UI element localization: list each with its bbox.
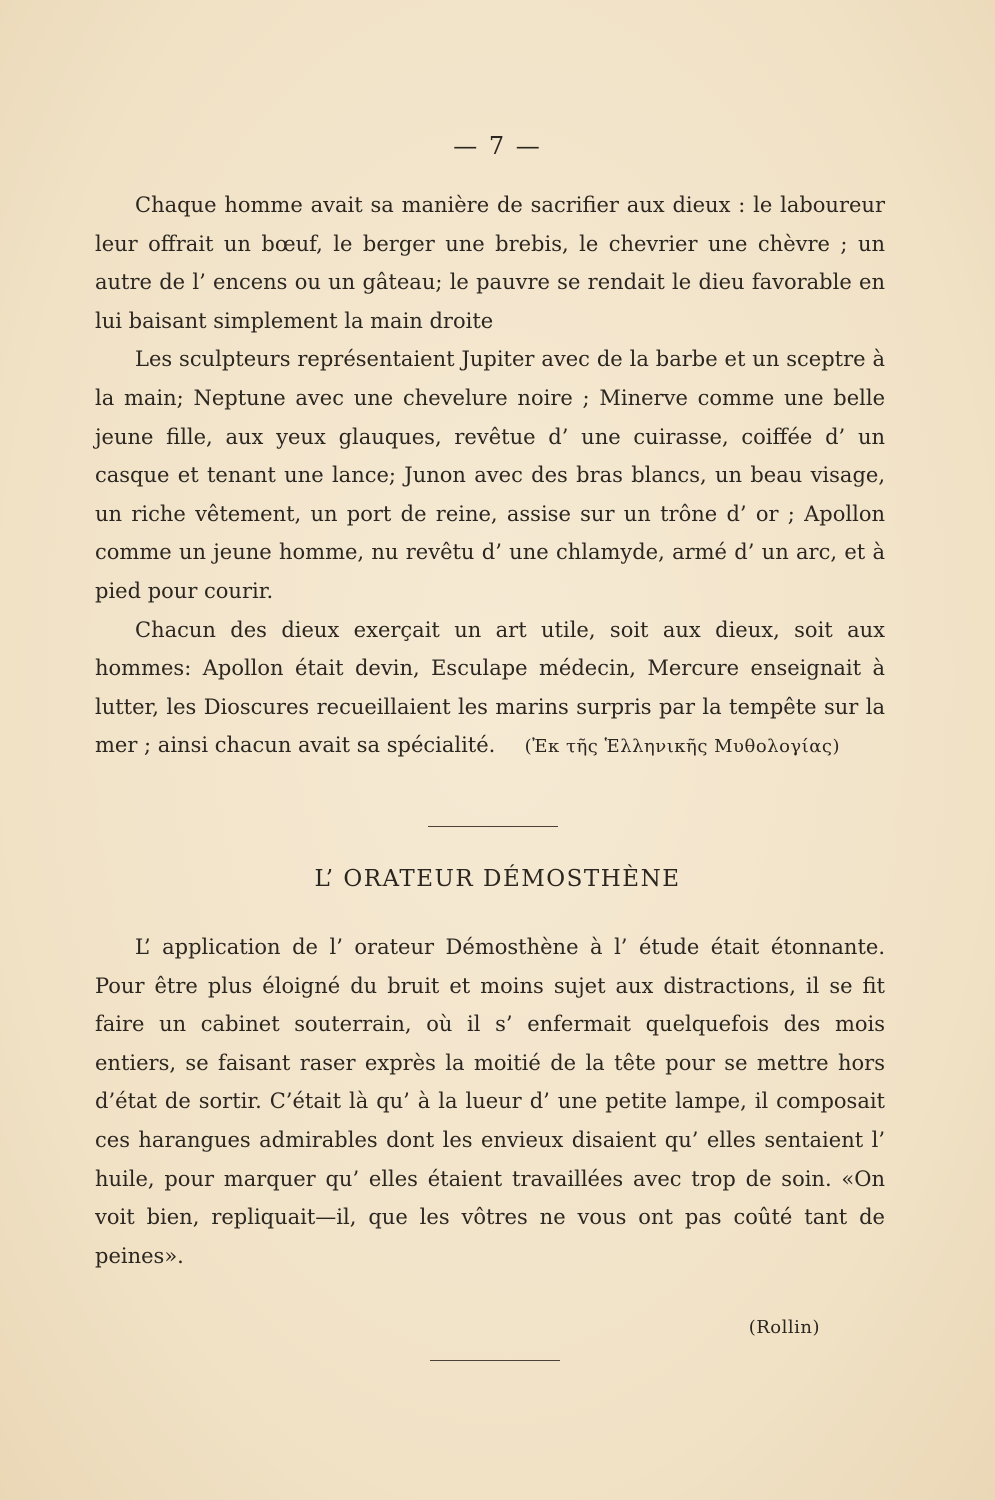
- paragraph-demosthenes: L’ application de l’ orateur Démosthène à l’ étude était étonnante. Pour être plus éloigné du bruit et moins sujet aux distractions, il se fit faire un cabinet souterrain, où il s’ enfermait quelquefois des mois entiers, se faisant raser exprès la moitié de la tête pour se mettre hors d’état de sortir. C’était là qu’ à la lueur d’ une petite lampe, il composait ces harangues admirables dont les envieux disaient qu’ elles sentaient l’ huile, pour marquer qu’ elles étaient travaillées avec trop de soin. «On voit bien, repliquait—il, que les vôtres ne vous ont pas coûté tant de peines».: [95, 935, 885, 1268]
- section-divider: [428, 826, 558, 827]
- page-number: — 7 —: [453, 132, 542, 160]
- paragraph-gods-arts: Chacun des dieux exerçait un art utile, soit aux dieux, soit aux hommes: Apollon était devin, Esculape médecin, Mercure enseignait à lutter, les Dioscures recueillaient les marins surpris par la tempête sur la mer ; ainsi chacun avait sa spécialité.: [95, 617, 885, 758]
- source-citation: (Ἐκ τῆς Ἑλληνικῆς Μυθολογίας): [524, 736, 840, 757]
- author-citation: (Rollin): [748, 1317, 820, 1338]
- mythology-text: [95, 186, 885, 765]
- demosthenes-text: [95, 928, 885, 1275]
- paragraph-sculptors: Les sculpteurs représentaient Jupiter avec de la barbe et un sceptre à la main; Neptune avec une chevelure noire ; Minerve comme une belle jeune fille, aux yeux glauques, revêtue d’ une cuirasse, coiffée d’ un casque et tenant une lance; Junon avec des bras blancs, un beau visage, un riche vêtement, un port de reine, assise sur un trône d’ or ; Apollon comme un jeune homme, nu revêtu d’ une chlamyde, armé d’ un arc, et à pied pour courir.: [95, 347, 885, 603]
- end-divider: [430, 1360, 560, 1361]
- paragraph-sacrifices: Chaque homme avait sa manière de sacrifier aux dieux : le laboureur leur offrait un bœuf, le berger une brebis, le chevrier une chèvre ; un autre de l’ encens ou un gâteau; le pauvre se rendait le dieu favorable en lui baisant simplement la main droite: [95, 193, 885, 333]
- section-title: L’ ORATEUR DÉMOSTHÈNE: [314, 866, 681, 892]
